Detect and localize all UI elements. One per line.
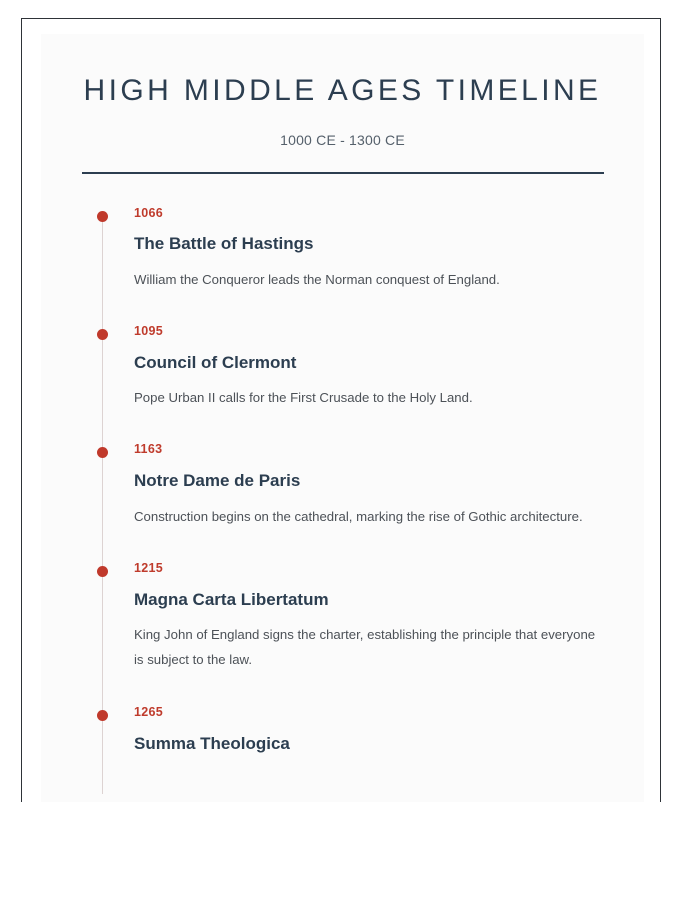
timeline-entry: [81, 325, 604, 410]
timeline-entry-description: Pope Urban II calls for the First Crusade to the Holy Land.: [134, 390, 473, 406]
timeline-entry-title: Notre Dame de Paris: [134, 471, 301, 491]
timeline-marker-dot-icon: [97, 329, 108, 340]
timeline-entry-description: William the Conqueror leads the Norman conquest of England.: [134, 271, 500, 287]
timeline-marker-dot-icon: [97, 566, 108, 577]
timeline-entry-year: 1066: [134, 205, 164, 220]
card-content: [41, 34, 644, 754]
document-header: [81, 72, 604, 174]
timeline-entry-year: 1163: [134, 442, 163, 457]
timeline-entry-year: 1215: [134, 560, 164, 575]
timeline-marker-dot-icon: [97, 447, 108, 458]
page-title: HIGH MIDDLE AGES TIMELINE: [83, 74, 602, 107]
timeline-list: [81, 207, 604, 754]
timeline-entry-title: Magna Carta Libertatum: [134, 589, 329, 609]
timeline-entry-description: King John of England signs the charter, establishing the principle that everyone is subject to the law.: [134, 627, 596, 668]
timeline-entry-title: Council of Clermont: [134, 352, 297, 372]
timeline-entry-description: Construction begins on the cathedral, marking the rise of Gothic architecture.: [134, 508, 583, 524]
header-divider: [82, 172, 604, 174]
timeline-entry: [81, 562, 604, 673]
timeline-entry: [81, 706, 604, 754]
timeline-entry: [81, 443, 604, 528]
timeline-marker-dot-icon: [97, 710, 108, 721]
timeline-entry-year: 1095: [134, 323, 164, 338]
timeline-card: [41, 34, 644, 802]
timeline-entry-year: 1265: [134, 704, 164, 719]
document-page-frame: [21, 18, 661, 802]
timeline-entry-title: The Battle of Hastings: [134, 234, 314, 254]
page-subtitle: 1000 CE - 1300 CE: [280, 131, 405, 148]
timeline-entry: [81, 207, 604, 292]
timeline-entry-title: Summa Theologica: [134, 733, 290, 753]
timeline-marker-dot-icon: [97, 211, 108, 222]
